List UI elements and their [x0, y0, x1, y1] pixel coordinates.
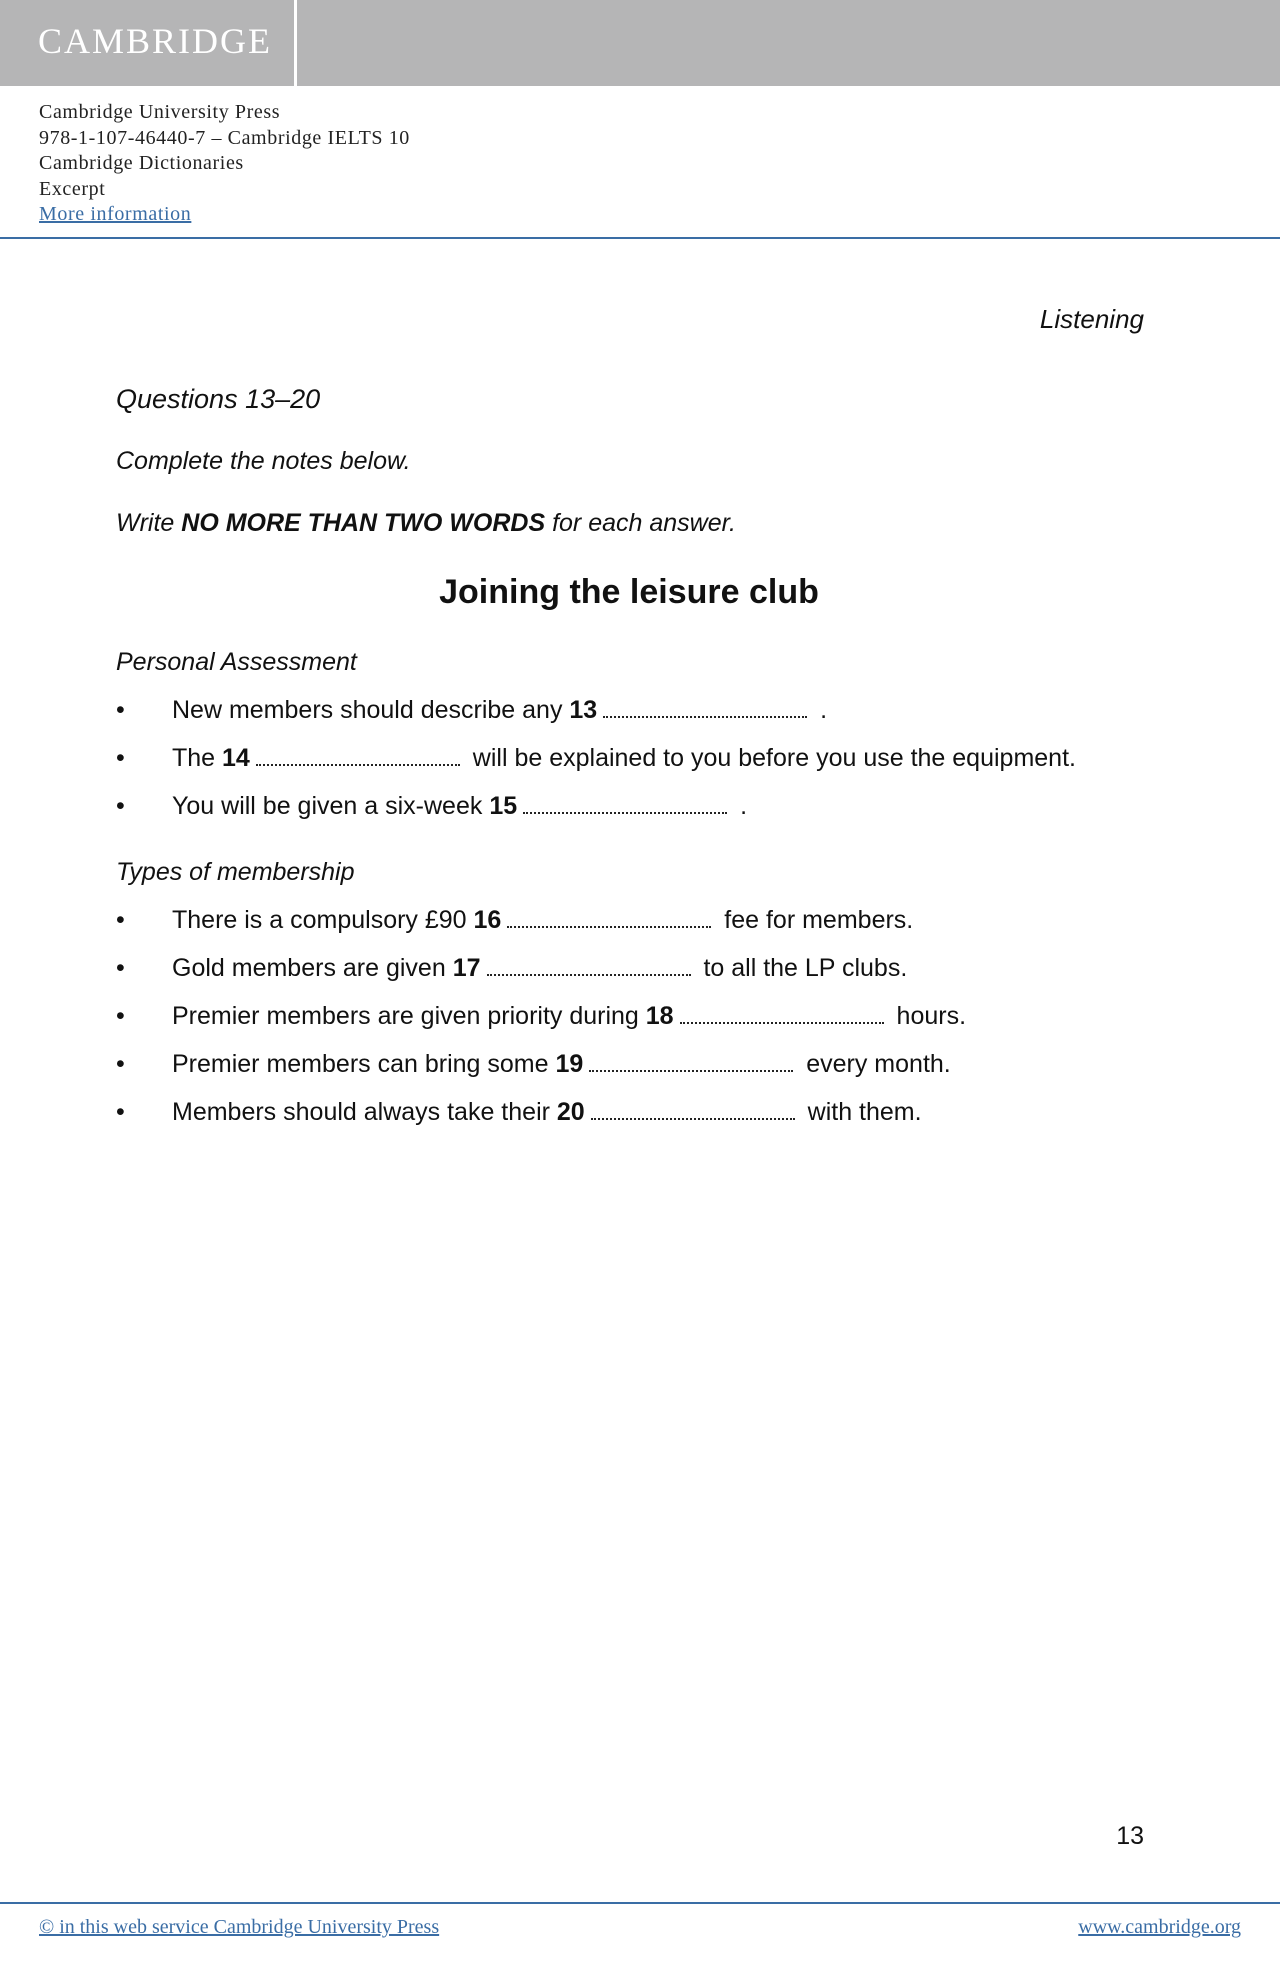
list-item: [116, 744, 1076, 792]
item-text: fee for members.: [717, 906, 914, 934]
item-text: You will be given a six-week: [172, 792, 490, 820]
answer-gap-19[interactable]: [589, 1056, 793, 1072]
list-item: [116, 1050, 966, 1098]
author-name: Cambridge Dictionaries: [39, 152, 244, 174]
section-label: Listening: [1039, 304, 1144, 334]
list-item: [116, 1098, 966, 1146]
instruction-suffix: for each answer.: [545, 509, 736, 537]
membership-types-heading: Types of membership: [116, 858, 355, 886]
item-text: will be explained to you before you use the equipment.: [465, 744, 1076, 772]
isbn-title: 978-1-107-46440-7 – Cambridge IELTS 10: [39, 126, 410, 149]
item-text: to all the LP clubs.: [696, 954, 908, 982]
answer-gap-13[interactable]: [603, 702, 807, 718]
question-number: 15: [489, 792, 518, 820]
question-number: 16: [473, 906, 502, 934]
brand-bar: [0, 0, 1280, 86]
header-rule: [0, 237, 1280, 239]
question-number: 13: [569, 696, 598, 724]
list-item: [116, 954, 966, 1002]
item-text: New members should describe any: [172, 696, 570, 724]
footer-rule: [0, 1902, 1280, 1904]
instruction-bold: NO MORE THAN TWO WORDS: [181, 509, 546, 537]
item-text: Gold members are given: [172, 954, 453, 982]
book-metadata: [39, 100, 410, 228]
brand-divider: [294, 0, 297, 86]
list-item: [116, 792, 1076, 840]
question-number: 14: [222, 744, 250, 772]
item-text: Premier members can bring some: [172, 1050, 556, 1078]
answer-gap-20[interactable]: [591, 1104, 795, 1120]
question-number: 18: [645, 1002, 674, 1030]
instruction-prefix: Write: [116, 509, 182, 537]
questions-heading: Questions 13–20: [116, 384, 321, 414]
answer-gap-17[interactable]: [487, 960, 691, 976]
page-number: 13: [1116, 1822, 1144, 1850]
answer-gap-18[interactable]: [680, 1008, 884, 1024]
item-text: every month.: [799, 1050, 951, 1078]
question-number: 20: [556, 1098, 585, 1126]
list-item: [116, 1002, 966, 1050]
question-number: 17: [452, 954, 481, 982]
publisher-name: Cambridge University Press: [39, 101, 281, 123]
item-text: .: [733, 792, 748, 820]
instruction-line-1: Complete the notes below.: [116, 447, 411, 475]
excerpt-label: Excerpt: [39, 177, 106, 200]
more-information-link[interactable]: More information: [39, 203, 192, 225]
item-text: .: [813, 696, 828, 724]
item-text: Premier members are given priority during: [172, 1002, 646, 1030]
membership-types-list: [116, 906, 966, 1146]
website-link[interactable]: www.cambridge.org: [1078, 1916, 1241, 1938]
item-text: The: [172, 744, 223, 772]
copyright-link[interactable]: © in this web service Cambridge University Press: [39, 1916, 440, 1938]
footer: [39, 1916, 1241, 1939]
item-text: hours.: [889, 1002, 967, 1030]
answer-gap-15[interactable]: [523, 798, 727, 814]
personal-assessment-heading: Personal Assessment: [116, 648, 357, 676]
answer-gap-14[interactable]: [256, 750, 460, 766]
list-item: [116, 906, 966, 954]
cambridge-logo: CAMBRIDGE: [38, 21, 273, 61]
instruction-line-2: [116, 509, 736, 538]
item-text: Members should always take their: [172, 1098, 557, 1126]
personal-assessment-list: [116, 696, 1076, 840]
question-number: 19: [555, 1050, 584, 1078]
list-item: [116, 696, 1076, 744]
answer-gap-16[interactable]: [507, 912, 711, 928]
notes-title: Joining the leisure club: [439, 573, 819, 611]
item-text: with them.: [800, 1098, 922, 1126]
item-text: There is a compulsory £90: [172, 906, 474, 934]
